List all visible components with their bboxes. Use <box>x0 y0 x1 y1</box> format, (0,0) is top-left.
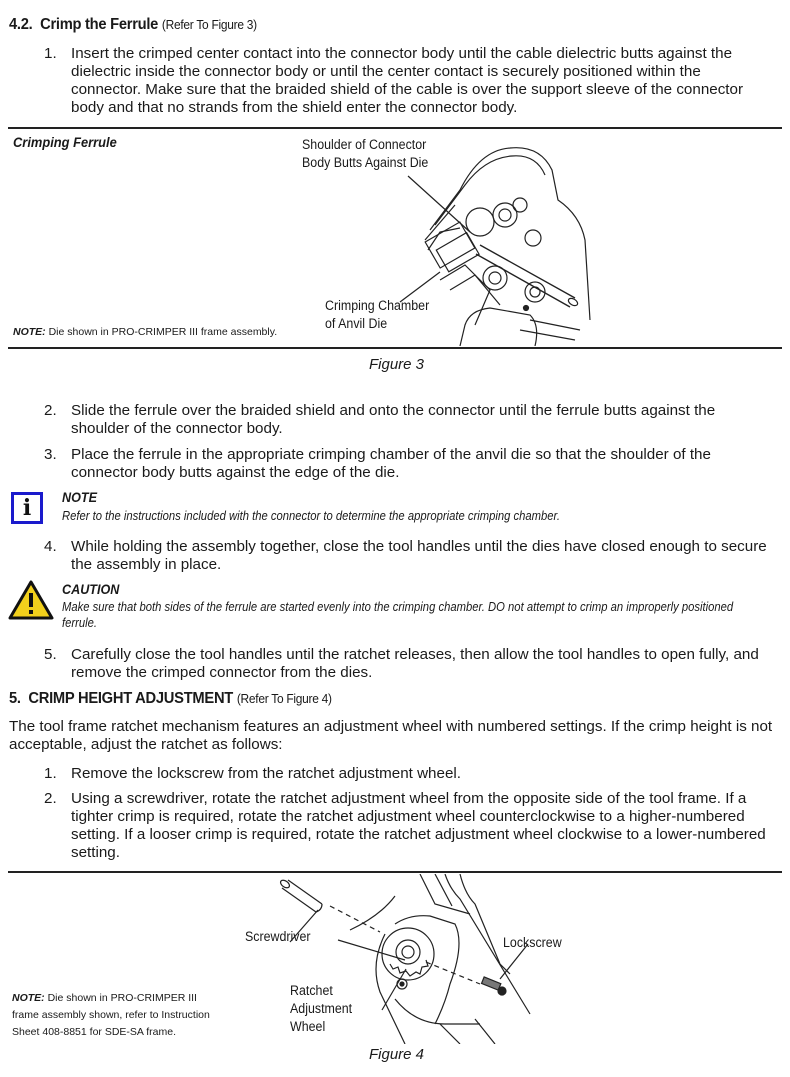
note-text-1: Die shown in PRO-CRIMPER III <box>47 992 197 1004</box>
note-label: NOTE: <box>12 992 45 1004</box>
callout-shoulder-line-1: Shoulder of Connector <box>302 137 427 152</box>
caution-title: CAUTION <box>62 581 120 597</box>
callout-wheel-line-3: Wheel <box>290 1019 326 1034</box>
step-text: Insert the crimped center contact into the connector body until the cable dielectric butts against the dielectric inside the connector body or until the center contact is securely positioned within the connector. Make sure that the braided shield of the cable is over the support sleeve of the connector body and that no strands from the shield enter the connector body. <box>71 45 744 116</box>
step-4 <box>44 538 774 574</box>
callout-ratchet-wheel <box>290 982 352 1036</box>
figure-reference: (Refer To Figure 3) <box>161 17 257 32</box>
note-line-3: Sheet 408-8851 for SDE-SA frame. <box>12 1026 177 1038</box>
figure4-caption: Figure 4 <box>369 1046 425 1063</box>
callout-lockscrew: Lockscrew <box>503 935 562 950</box>
figure4-top-rule <box>8 871 782 873</box>
note-line-1 <box>12 990 210 1007</box>
note-title: NOTE <box>62 489 98 505</box>
section-number: 5. <box>9 690 21 707</box>
step-text: While holding the assembly together, close the tool handles until the dies have closed enough to secure the assembly in place. <box>71 538 767 573</box>
step-number: 1. <box>44 765 57 782</box>
step-number: 2. <box>44 790 57 807</box>
section-5-heading <box>9 690 332 708</box>
info-icon: i <box>11 492 43 524</box>
callout-shoulder-line-2: Body Butts Against Die <box>302 155 429 170</box>
callout-shoulder <box>302 136 428 172</box>
step-number: 5. <box>44 646 57 663</box>
figure-reference: (Refer To Figure 4) <box>236 691 332 706</box>
section-4-2-heading <box>9 16 257 34</box>
callout-wheel-line-1: Ratchet <box>290 983 333 998</box>
step-text: Using a screwdriver, rotate the ratchet adjustment wheel from the opposite side of the tool frame. If a tighter crimp is required, rotate the ratchet adjustment wheel counterclockwise to a higher-numbered setting. If a looser crimp is required, rotate the ratchet adjustment wheel clockwise to a lower-numbered setting. <box>71 790 766 861</box>
note-text: Refer to the instructions included with the connector to determine the appropriate crimping chamber. <box>62 509 560 523</box>
callout-crimping-chamber <box>325 297 429 333</box>
callout-chamber-line-2: of Anvil Die <box>325 316 388 331</box>
step-text: Slide the ferrule over the braided shield and onto the connector until the ferrule butts against the shoulder of the connector body. <box>71 402 716 437</box>
step-text: Remove the lockscrew from the ratchet adjustment wheel. <box>71 765 461 782</box>
callout-chamber-line-1: Crimping Chamber <box>325 298 430 313</box>
section-number: 4.2. <box>9 16 33 33</box>
step-1 <box>44 45 774 117</box>
step-text: Place the ferrule in the appropriate crimping chamber of the anvil die so that the shoulder of the connector body butts against the edge of the die. <box>71 446 711 481</box>
tool-outline <box>430 148 590 320</box>
callout-wheel-line-2: Adjustment <box>290 1001 353 1016</box>
section-5-intro: The tool frame ratchet mechanism features an adjustment wheel with numbered settings. If the crimp height is not acceptable, adjust the ratchet as follows: <box>9 718 773 753</box>
step-number: 2. <box>44 402 57 419</box>
step-2 <box>44 402 774 438</box>
note-line-2: frame assembly shown, refer to Instruction <box>12 1009 210 1021</box>
warning-icon <box>8 580 54 620</box>
figure-caption: Figure 3 <box>369 356 425 373</box>
caution-text: Make sure that both sides of the ferrule are started evenly into the crimping chamber. DO not attempt to crimp an improperly positioned ferrule. <box>62 600 734 630</box>
section-title: Crimp the Ferrule <box>40 16 159 33</box>
step-text: Carefully close the tool handles until the ratchet releases, then allow the tool handles to open fully, and remove the crimped connector from the dies. <box>71 646 759 681</box>
callout-screwdriver: Screwdriver <box>245 929 311 944</box>
ratchet-adjustment-illustration <box>230 874 590 1044</box>
step-number: 4. <box>44 538 57 555</box>
step-number: 3. <box>44 446 57 463</box>
step-5 <box>44 646 774 682</box>
figure-top-rule <box>8 127 782 129</box>
step-3 <box>44 446 774 482</box>
note-text: Die shown in PRO-CRIMPER III frame assembly. <box>48 326 278 338</box>
adjust-step-2 <box>44 790 774 862</box>
note-label: NOTE: <box>13 326 46 338</box>
figure-bottom-rule <box>8 347 782 349</box>
figure4-note <box>12 990 210 1041</box>
figure3-note <box>13 324 277 341</box>
section-title: CRIMP HEIGHT ADJUSTMENT <box>28 690 234 707</box>
adjust-step-1 <box>44 765 774 783</box>
step-number: 1. <box>44 45 57 62</box>
figure-heading: Crimping Ferrule <box>13 134 117 150</box>
